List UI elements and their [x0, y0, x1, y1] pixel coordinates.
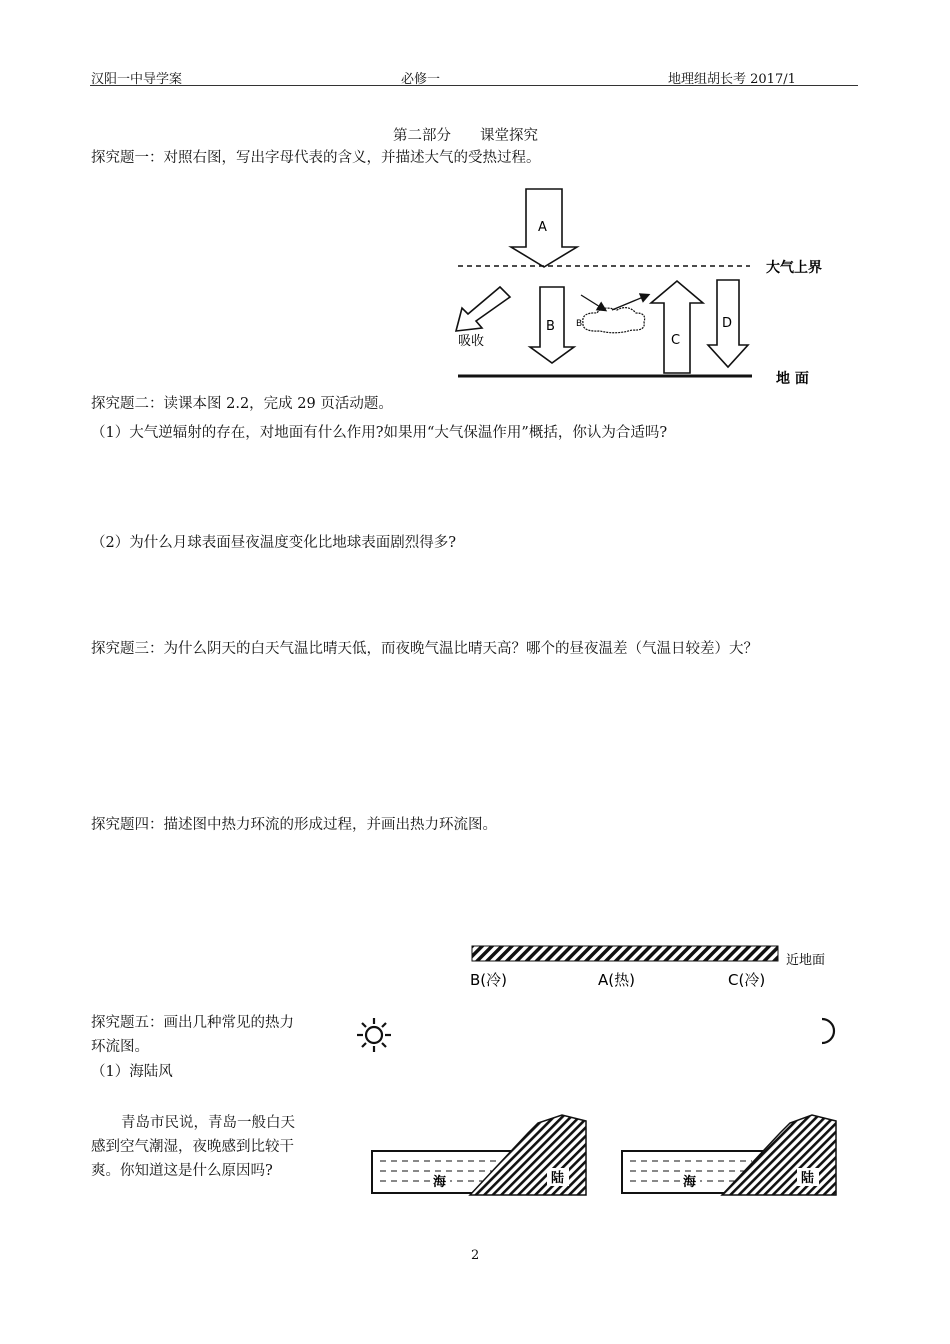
label-near-ground: 近地面	[786, 953, 826, 968]
q5-sub1: （1）海陆风	[91, 1064, 173, 1080]
q3-text: 探究题三：为什么阴天的白天气温比晴天低，而夜晚气温比晴天高？哪个的昼夜温差（气温日较差）大？	[91, 641, 758, 657]
cloud-icon	[583, 308, 645, 333]
moon-icon	[822, 1019, 834, 1043]
diagram-label-absorb: 吸收	[458, 334, 485, 349]
atmosphere-heating-diagram	[440, 183, 860, 393]
q5-para-line3: 爽。你知道这是什么原因吗?	[91, 1163, 273, 1179]
header-center: 必修一	[401, 72, 441, 87]
section-title: 第二部分 课堂探究	[393, 128, 538, 144]
incoming-ray	[581, 295, 605, 310]
q5-para-line1: 青岛市民说，青岛一般白天	[121, 1115, 295, 1131]
sea-land-breeze-diagram	[350, 1005, 850, 1205]
q2-sub1: （1）大气逆辐射的存在，对地面有什么作用?如果用“大气保温作用”概括，你认为合适吗?	[91, 425, 668, 441]
diagram-label-c: C	[671, 333, 681, 348]
cloud-small-b: B	[576, 319, 583, 329]
sea-label-left: 海	[433, 1175, 447, 1190]
diagram-label-b: B	[546, 319, 555, 334]
land-label-right: 陆	[801, 1171, 815, 1186]
sea-label-right: 海	[683, 1175, 697, 1190]
label-c-cold: C(冷)	[728, 971, 766, 989]
label-a-hot: A(热)	[598, 971, 635, 989]
q2-text: 探究题二：读课本图 2.2，完成 29 页活动题。	[91, 396, 393, 412]
near-ground-hatch	[472, 946, 778, 961]
q5-para-line2: 感到空气潮湿，夜晚感到比较干	[91, 1139, 294, 1155]
page-number: 2	[471, 1248, 480, 1263]
diagram-label-d: D	[722, 316, 733, 331]
q4-text: 探究题四：描述图中热力环流的形成过程，并画出热力环流图。	[91, 817, 497, 833]
sea-land-panel-night	[622, 1115, 836, 1195]
diagram-label-top: 大气上界	[766, 260, 822, 276]
header-right: 地理组胡长考 2017/1	[668, 72, 796, 87]
label-b-cold: B(冷)	[470, 971, 507, 989]
sea-land-panel-day	[372, 1115, 586, 1195]
diagram-label-a: A	[538, 220, 547, 235]
arrow-absorb	[456, 287, 510, 331]
q5-text-line2: 环流图。	[91, 1039, 149, 1055]
q1-text: 探究题一：对照右图，写出字母代表的含义，并描述大气的受热过程。	[91, 150, 541, 166]
header-rule	[90, 85, 858, 86]
thermal-circulation-diagram	[466, 940, 842, 992]
sun-icon	[357, 1018, 391, 1052]
reflected-ray	[612, 295, 648, 310]
q2-sub2: （2）为什么月球表面昼夜温度变化比地球表面剧烈得多?	[91, 535, 456, 551]
q5-text-line1: 探究题五：画出几种常见的热力	[91, 1015, 294, 1031]
header-left: 汉阳一中导学案	[91, 72, 183, 87]
land-label-left: 陆	[551, 1171, 565, 1186]
arrow-c	[651, 281, 703, 373]
diagram-label-ground: 地 面	[776, 371, 809, 387]
